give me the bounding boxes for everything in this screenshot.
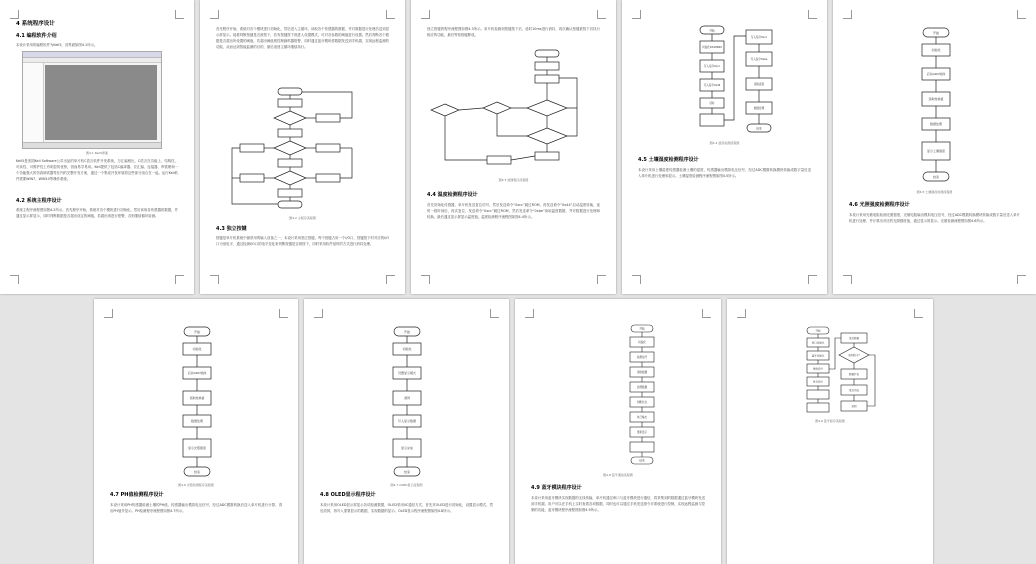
flow-label: 结束 <box>932 174 940 179</box>
paragraph: 本设计采用蓝牙模块实现数据的无线传输，单片机通过串口与蓝牙模块进行通信，将采集到的数据通过蓝牙模块发送到手机端，用户可以在手机上实时查看各项数据，同时也可以通过手机发送指令对系统进行控制，实现远程监测与控制的功能，蓝牙模块程序流程图如图4.9所示。 <box>531 496 705 512</box>
paragraph: 按键是单片机系统中最常用的输入设备之一，本设计采用独立按键，每个按键占用一个I/O口，按键按下时对应的I/O口为低电平，通过检测I/O口的电平变化来判断按键是否被按下，同时采用软件延时的方式进行消抖处理。 <box>216 236 389 246</box>
flow-node <box>278 99 302 107</box>
main-flowchart <box>216 86 389 216</box>
figure-caption: 图4.3 按键程序流程图 <box>498 178 529 182</box>
flow-label: 显示光照强度 <box>187 446 207 450</box>
flow-label: 初始化DS18B20 <box>702 46 722 49</box>
flow-label: 更新显示 <box>636 431 648 434</box>
flow-decision <box>274 141 306 155</box>
comm-flowchart <box>743 325 917 417</box>
flow-decision <box>483 102 511 114</box>
flow-label: 写入指令0xbe <box>750 58 768 61</box>
flow-node <box>535 50 559 57</box>
paragraph: 本设计采用土壤湿度传感器检测土壤的湿度，传感器输出模拟电压信号，经过ADC模数转换模块转换成数字量后送入单片机进行处理和显示。土壤湿度检测程序流程图如图4.5所示。 <box>638 168 811 178</box>
screenshot-status-bar <box>23 142 161 148</box>
flow-label: 发送数据 <box>848 337 860 340</box>
document-page-5 <box>833 0 1036 294</box>
document-page-8 <box>515 299 721 564</box>
flow-label: 初始化 <box>402 347 412 351</box>
section-heading: 4.6 光照强度检测程序设计 <box>849 202 910 208</box>
figure-caption: 图4.8 蓝牙通信流程图 <box>603 473 633 477</box>
flow-label: 设置显示模式 <box>397 371 417 375</box>
flow-node <box>807 390 829 399</box>
paragraph: 首先程序开始，系统对各个模块进行初始化，然后进入主循环，读取各个传感器的数据，并对数据进行处理后送到显示屏显示。接着判断按键是否被按下，若有按键按下则进入设置模式，可对各参数的阈值进行设置。然后判断各个数据是否超出所设置的阈值，若超出阈值则控制蜂鸣器报警，同时通过蓝牙模块将数据发送到手机端，实现远程监测的功能，从而达到智能监测的目的，最后返回主循环继续执行。 <box>216 27 389 49</box>
document-page-7 <box>304 299 509 564</box>
flow-label: 开始 <box>403 329 411 334</box>
section-heading: 4.9 蓝牙模块程序设计 <box>531 485 582 491</box>
soil-flowchart <box>849 26 1020 188</box>
flow-node <box>535 75 559 83</box>
paragraph: 系统主程序流程图如图4.2所示。首先程序开始，系统对各个模块进行初始化，然后读取各传感器的数据，并通过显示屏显示，同时判断数据是否超出设定的阈值，若超出则进行报警，否则继续循环检测。 <box>16 208 178 218</box>
flow-label: 开始 <box>815 329 821 333</box>
section-heading: 4.4 温度检测程序设计 <box>427 192 478 198</box>
bluetooth-flowchart <box>531 323 705 471</box>
figure-caption: 图4.2 主程序流程图 <box>289 216 316 220</box>
flow-label: 读取转换值 <box>928 97 944 101</box>
flow-label: 读取温度 <box>753 83 765 86</box>
section-heading: 4.5 土壤湿度检测程序设计 <box>638 157 699 163</box>
section-heading: 4.1 编程软件介绍 <box>16 33 57 39</box>
paragraph: 首先初始化传感器，单片机发送复位信号，然后发送命令“0xcc”跳过ROM，再发送命令“0x44”启动温度转换，延时一段时间后，再次复位，发送命令“0xcc”跳过ROM，然后发送命令“0xbe”读取温度数据，并对数据进行处理和转换，最后通过显示屏显示温度值。温度检测程序流程图如图4.4所示。 <box>427 203 600 219</box>
flow-label: 写入指令0x44 <box>703 84 721 87</box>
figure-caption: 图4.7 OLED显示流程图 <box>390 483 423 487</box>
flow-node <box>278 159 302 167</box>
document-page-1 <box>0 0 194 294</box>
flow-node <box>278 88 302 95</box>
flow-label: 数据处理 <box>929 122 943 126</box>
section-heading: 4.3 独立按键 <box>216 226 247 232</box>
flow-node <box>807 403 829 412</box>
section-heading: 4.8 OLED显示程序设计 <box>320 492 376 498</box>
paragraph: 本设计采用OLED显示屏显示各项检测数据，OLED采用IIC通信方式，首先对OLED进行初始化，设置显示模式，然后清屏，再写入需要显示的数据，实现数据的显示。OLED显示程序流程图如图4.8所示。 <box>320 503 493 513</box>
flow-label: 开始 <box>709 29 715 33</box>
flow-label: 处理数据 <box>636 386 648 389</box>
section-heading: 4.7 PH值检测程序设计 <box>110 492 164 498</box>
flow-label: 收到指令? <box>848 354 860 357</box>
flow-label: 串口初始化 <box>811 341 825 345</box>
flow-decision <box>527 100 567 116</box>
flow-label: 初始化 <box>638 341 646 344</box>
paragraph: 本设计采用光敏电阻检测光照强度，光敏电阻输出模拟电压信号，经过ADC模数转换模块转换成数字量后送入单片机进行处理，并计算出对应的光照强度值，通过显示屏显示。光照检测流程图如图4.6所示。 <box>849 213 1020 223</box>
flow-label: 读取数据 <box>636 371 648 374</box>
figure-caption: 图4.6 光照检测程序流程图 <box>178 483 214 487</box>
flow-label: 结束 <box>756 127 762 131</box>
flow-label: 显示土壤湿度 <box>926 149 946 153</box>
screenshot-project-panel <box>23 63 44 142</box>
flow-label: 数据处理 <box>753 107 765 110</box>
flow-decision <box>527 128 567 144</box>
flow-decision <box>274 171 306 185</box>
paragraph: 独立按键的程序流程图如图4.3所示。单片机检测到按键按下后，延时10ms进行消抖，再次确认按键被按下后执行相应的功能，最后等待按键释放。 <box>427 27 600 37</box>
flow-label: 蓝牙初始化 <box>811 354 825 358</box>
document-page-2 <box>200 0 405 294</box>
light-flowchart <box>110 325 282 483</box>
flow-label: 初始化 <box>931 48 941 52</box>
section-heading: 4.2 系统主程序设计 <box>16 198 62 204</box>
paragraph: 本设计采用的编程软件为Keil5，其界面如图4.1所示。 <box>16 43 98 47</box>
flow-label: 读取转换值 <box>189 396 205 400</box>
flow-label: 清屏 <box>403 396 411 400</box>
flow-label: 发送完成 <box>848 389 860 392</box>
chapter-heading: 4 系统程序设计 <box>16 21 55 27</box>
flow-node <box>278 189 302 197</box>
flow-label: 写入指令0xcc <box>703 65 721 68</box>
flow-label: 数据打包 <box>848 373 860 376</box>
flow-label: 开始 <box>932 30 940 35</box>
flow-label: 返回 <box>851 405 857 408</box>
flow-node <box>630 442 654 452</box>
flow-label: 结束 <box>639 459 645 463</box>
flow-label: 写入指令0xcc <box>750 36 768 39</box>
paragraph: Keil5是美国Keil Software公司出品的单片机C语言软件开发系统，与汇编相比，C语言在功能上、结构性、可读性、可维护性上有明显的优势，因而易学易用。Keil提供了包括C编译器、宏汇编、连接器、库管理和一个功能强大的仿真调试器等在内的完整开发方案，通过一个集成开发环境将这些部分组合在一起。运行Keil软件需要WIN7、WIN10等操作系统。 <box>16 159 178 181</box>
figure-caption: 图4.4 温度检测流程图 <box>709 141 740 145</box>
flow-node <box>487 156 511 164</box>
flow-node <box>278 129 302 137</box>
flow-node <box>535 62 559 70</box>
flow-label: 结束 <box>403 469 411 474</box>
flow-label: 结束 <box>193 469 201 474</box>
flow-label: 显示完成 <box>400 446 414 450</box>
figure-caption: 图4.5 土壤湿度检测流程图 <box>916 190 953 194</box>
flow-label: 判断状态 <box>636 401 648 404</box>
flow-node <box>316 174 340 182</box>
figure-caption: 图4.1 Keil5界面 <box>86 151 108 155</box>
flow-node <box>316 114 340 122</box>
flow-node <box>240 174 264 182</box>
temperature-flowchart <box>638 24 811 140</box>
document-page-9 <box>727 299 933 564</box>
flow-decision <box>431 104 459 116</box>
software-screenshot <box>22 51 162 149</box>
flow-label: 启动ADC转换 <box>926 72 946 76</box>
key-flowchart <box>427 48 600 178</box>
document-page-3 <box>411 0 616 294</box>
flow-label: 写入显示数据 <box>397 419 417 423</box>
flow-label: 执行指令 <box>812 380 824 384</box>
flow-label: 执行输出 <box>636 416 648 419</box>
flow-node <box>316 144 340 152</box>
flow-node <box>535 152 559 160</box>
paragraph: 本设计采用PH传感器检测土壤的PH值，传感器输出模拟电压信号，经过ADC模数转换后送入单片机进行计算，得出PH值并显示。PH检测程序流程图如图4.7所示。 <box>110 503 282 513</box>
flow-label: 延时 <box>709 102 715 105</box>
flow-node <box>240 144 264 152</box>
ph-flowchart <box>320 325 493 483</box>
figure-caption: 图4.9 蓝牙程序流程图 <box>815 419 845 423</box>
flow-decision <box>274 111 306 125</box>
flow-label: 数据处理 <box>190 419 204 423</box>
document-page-6 <box>94 299 298 564</box>
flow-label: 初始化 <box>192 347 202 351</box>
flow-node <box>278 201 302 208</box>
screenshot-workspace <box>45 65 157 140</box>
flow-label: 接收指令 <box>812 367 824 371</box>
flow-label: 启动ADC转换 <box>187 371 207 375</box>
flow-node <box>700 114 724 126</box>
flow-label: 开始 <box>193 329 201 334</box>
flow-label: 开始 <box>639 327 645 331</box>
flow-label: 检测信号 <box>636 356 648 359</box>
document-page-4 <box>622 0 827 294</box>
